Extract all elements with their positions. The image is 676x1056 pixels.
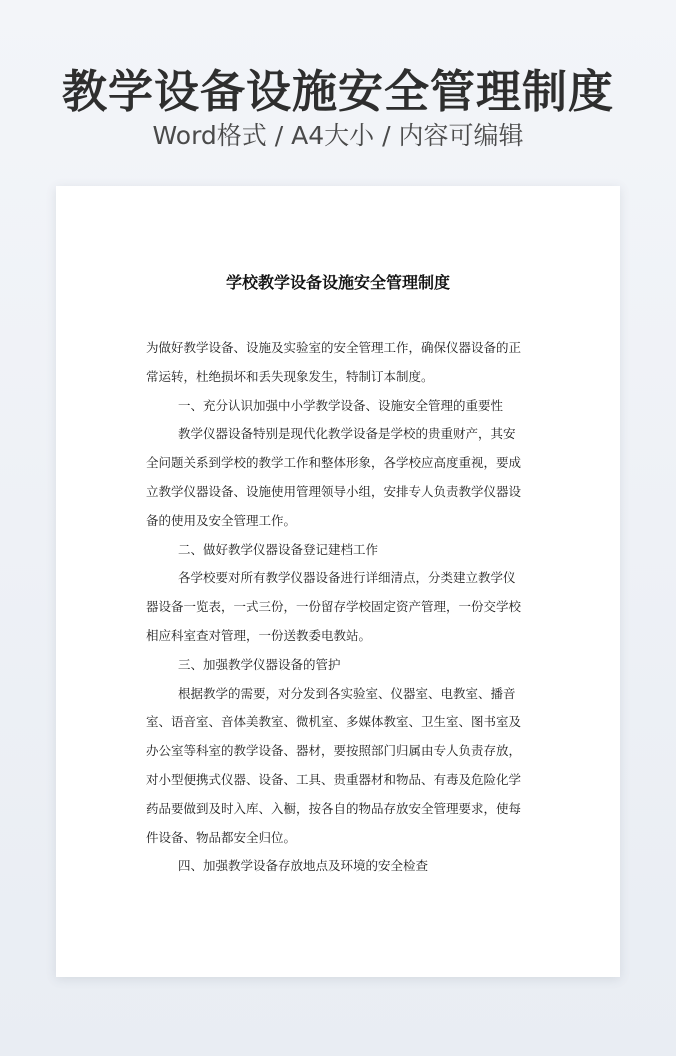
paragraph-line: 药品要做到及时入库、入橱，按各自的物品存放安全管理要求，使每 bbox=[146, 800, 522, 816]
paragraph-line: 器设备一览表，一式三份，一份留存学校固定资产管理，一份交学校 bbox=[146, 599, 522, 615]
paragraph-line: 教学仪器设备特别是现代化教学设备是学校的贵重财产，其安 bbox=[178, 426, 516, 442]
paragraph-line: 为做好教学设备、设施及实验室的安全管理工作，确保仪器设备的正 bbox=[146, 340, 522, 355]
banner-title: 教学设备设施安全管理制度 bbox=[61, 65, 614, 118]
section-heading: 三、加强教学仪器设备的管护 bbox=[178, 656, 341, 672]
section-heading: 一、充分认识加强中小学教学设备、设施安全管理的重要性 bbox=[178, 397, 504, 413]
paragraph-line: 各学校要对所有教学仪器设备进行详细清点，分类建立教学仪 bbox=[178, 570, 516, 586]
section-heading: 四、加强教学设备存放地点及环境的安全检查 bbox=[178, 858, 429, 874]
paragraph-line: 对小型便携式仪器、设备、工具、贵重器材和物品、有毒及危险化学 bbox=[146, 771, 522, 787]
paragraph-line: 相应科室查对管理，一份送教委电教站。 bbox=[146, 627, 372, 643]
paragraph-line: 全问题关系到学校的教学工作和整体形象，各学校应高度重视，要成 bbox=[146, 455, 522, 471]
paragraph-line: 立教学仪器设备、设施使用管理领导小组，安排专人负责教学仪器设 bbox=[146, 483, 522, 499]
paragraph-line: 根据教学的需要，对分发到各实验室、仪器室、电教室、播音 bbox=[178, 685, 516, 701]
banner-subtitle: Word格式 / A4大小 / 内容可编辑 bbox=[152, 121, 524, 150]
paragraph-line: 件设备、物品都安全归位。 bbox=[146, 829, 297, 845]
paragraph-line: 室、语音室、音体美教室、微机室、多媒体教室、卫生室、图书室及 bbox=[146, 714, 522, 730]
document-title: 学校教学设备设施安全管理制度 bbox=[225, 273, 450, 292]
document-body bbox=[146, 334, 542, 881]
document-page bbox=[56, 186, 620, 977]
paragraph-line: 常运转，杜绝损坏和丢失现象发生，特制订本制度。 bbox=[146, 368, 434, 384]
paragraph-line: 办公室等科室的教学设备、器材，要按照部门归属由专人负责存放， bbox=[146, 743, 522, 759]
section-heading: 二、做好教学仪器设备登记建档工作 bbox=[178, 541, 379, 557]
paragraph-line: 备的使用及安全管理工作。 bbox=[146, 512, 297, 528]
